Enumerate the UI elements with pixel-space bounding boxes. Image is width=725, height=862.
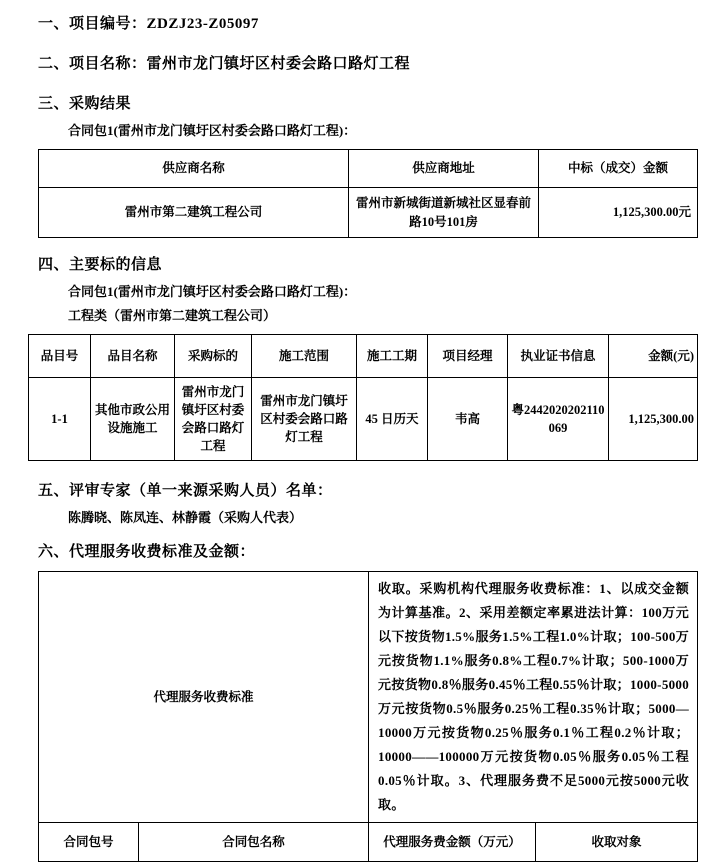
- col-agency-fee-amount: 代理服务费金额（万元）: [369, 823, 536, 862]
- supplier-address-cell: 雷州市新城街道新城社区显春前路10号101房: [349, 188, 539, 238]
- section-4-title: 四、主要标的信息: [38, 257, 163, 273]
- col-amount: 金额(元): [609, 335, 698, 378]
- col-item-name: 品目名称: [91, 335, 175, 378]
- fee-footer-header-row: [39, 823, 698, 862]
- construction-scope-cell: 雷州市龙门镇圩区村委会路口路灯工程: [252, 378, 357, 461]
- supplier-result-table: [38, 149, 698, 238]
- section-2-project-name: 二、项目名称：雷州市龙门镇圩区村委会路口路灯工程: [38, 56, 411, 72]
- expert-names: 陈腾晓、陈凤连、林静霞（采购人代表）: [68, 510, 303, 525]
- col-award-amount: 中标（成交）金额: [539, 150, 698, 188]
- main-subject-table: [28, 334, 698, 461]
- project-manager-cell: 韦高: [428, 378, 508, 461]
- table-header-row: [39, 150, 698, 188]
- item-name-cell: 其他市政公用设施施工: [91, 378, 175, 461]
- table-header-row: [29, 335, 698, 378]
- fee-standard-row: [39, 572, 698, 823]
- procurement-subject-cell: 雷州市龙门镇圩区村委会路口路灯工程: [175, 378, 252, 461]
- col-construction-scope: 施工范围: [252, 335, 357, 378]
- supplier-name-cell: 雷州市第二建筑工程公司: [39, 188, 349, 238]
- col-contract-package-name: 合同包名称: [139, 823, 369, 862]
- section-6-title: 六、代理服务收费标准及金额：: [38, 544, 256, 560]
- section-4-package-line: 合同包1(雷州市龙门镇圩区村委会路口路灯工程)：: [68, 284, 357, 299]
- section-3-title: 三、采购结果: [38, 96, 132, 112]
- col-procurement-subject: 采购标的: [175, 335, 252, 378]
- col-project-manager: 项目经理: [428, 335, 508, 378]
- fee-standard-text-cell: 收取。采购机构代理服务收费标准：1、以成交金额为计算基准。2、采用差额定率累进法计算：100万元以下按货物1.5%服务1.5%工程1.0%计取；100-500万元按货物1.1%服务0.8%工程0.7%计取；500-1000万元按货物0.8％服务0.45％工程0.55％计取；1000-5000万元按货物0.5％服务0.25％工程0.35％计取；5000—10000万元按货物0.25％服务0.1％工程0.2％计取；10000——100000万元按货物0.05％服务0.05％工程0.05％计取。3、代理服务费不足5000元按5000元收取。: [369, 572, 698, 823]
- license-info-cell: 粤2442020202110069: [508, 378, 609, 461]
- construction-period-cell: 45 日历天: [357, 378, 428, 461]
- item-no-cell: 1-1: [29, 378, 91, 461]
- col-supplier-name: 供应商名称: [39, 150, 349, 188]
- col-supplier-address: 供应商地址: [349, 150, 539, 188]
- col-construction-period: 施工工期: [357, 335, 428, 378]
- table-row: [39, 188, 698, 238]
- col-license-info: 执业证书信息: [508, 335, 609, 378]
- col-fee-payer: 收取对象: [536, 823, 698, 862]
- col-item-no: 品目号: [29, 335, 91, 378]
- section-3-package-line: 合同包1(雷州市龙门镇圩区村委会路口路灯工程)：: [68, 123, 357, 138]
- agency-fee-table: [38, 571, 698, 862]
- table-row: [29, 378, 698, 461]
- amount-cell: 1,125,300.00: [609, 378, 698, 461]
- award-amount-cell: 1,125,300.00元: [539, 188, 698, 238]
- section-1-project-number: 一、项目编号：ZDZJ23-Z05097: [38, 16, 259, 32]
- fee-standard-label-cell: 代理服务收费标准: [39, 572, 369, 823]
- section-4-category-line: 工程类（雷州市第二建筑工程公司）: [68, 308, 277, 323]
- section-5-title: 五、评审专家（单一来源采购人员）名单：: [38, 483, 333, 499]
- col-contract-package-no: 合同包号: [39, 823, 139, 862]
